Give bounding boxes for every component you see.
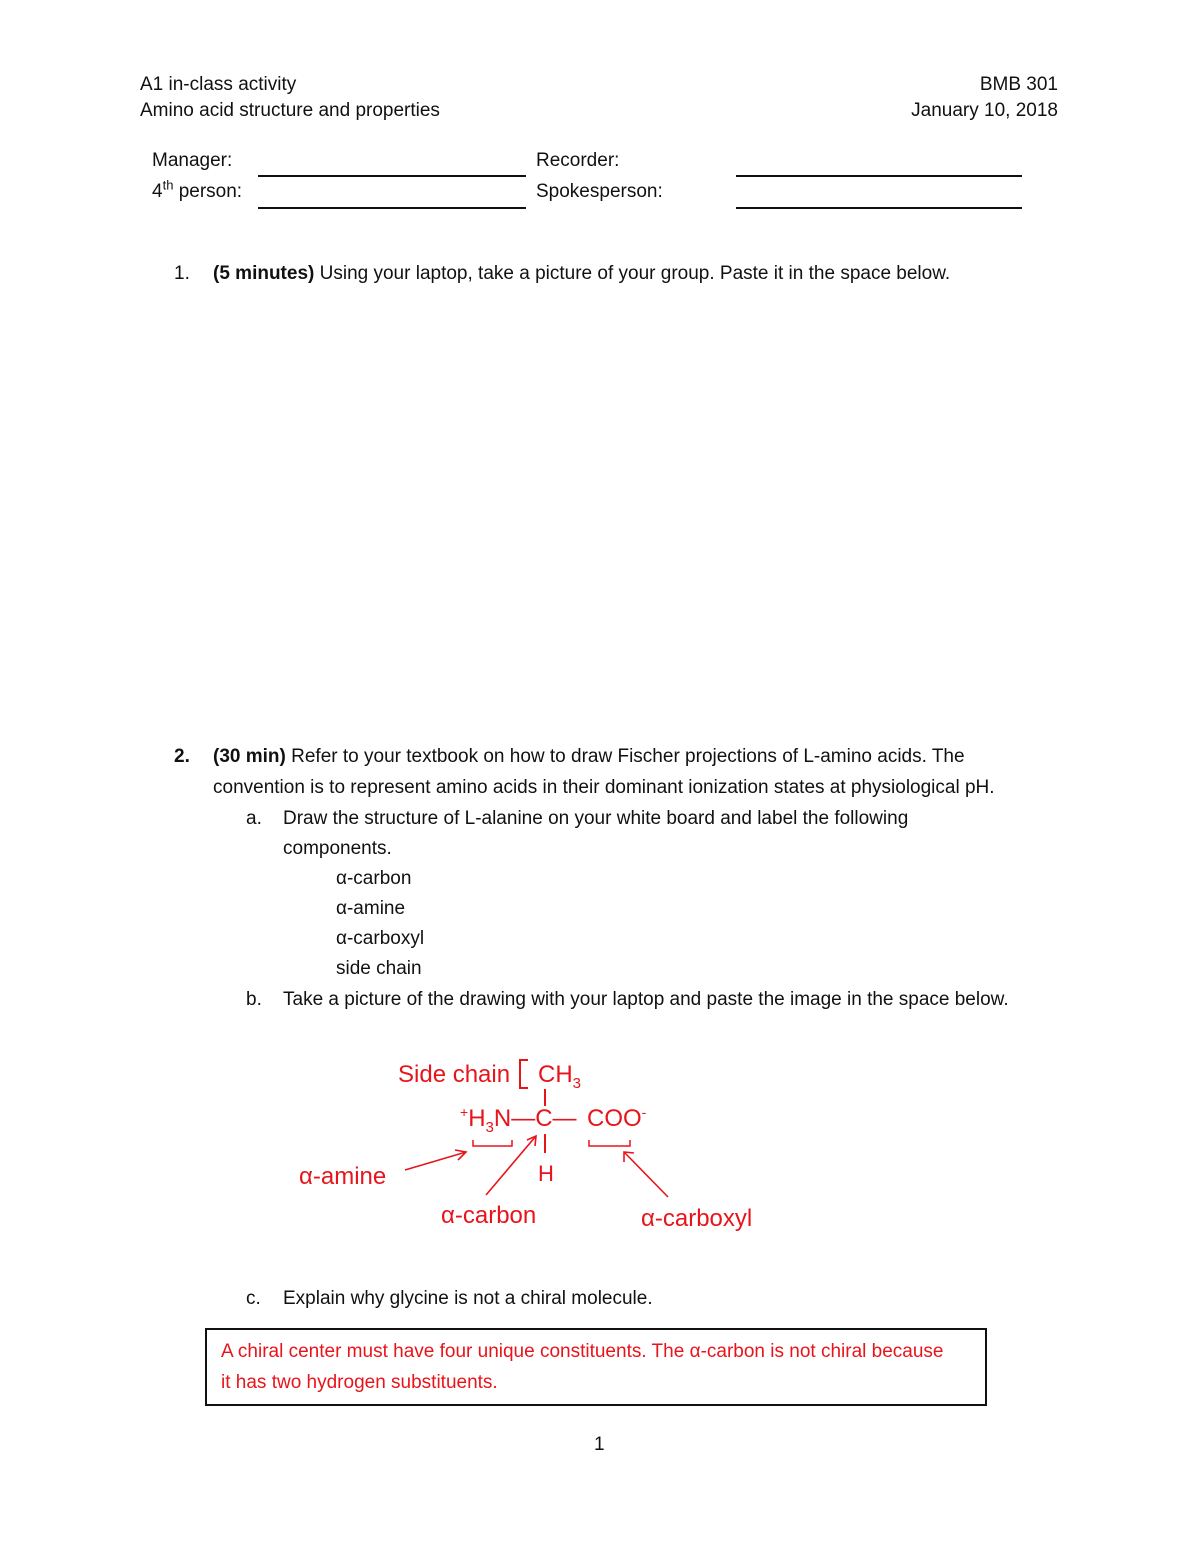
side-chain-bracket [520, 1060, 528, 1088]
alpha-carboxyl-label: α-carboxyl [641, 1205, 753, 1232]
q2a-label: a. [246, 808, 262, 829]
side-chain-label: Side chain [398, 1061, 511, 1088]
q2a-text-line-2: components. [283, 838, 392, 859]
q2a-text-line-1: Draw the structure of L-alanine on your white board and label the following [283, 808, 909, 829]
q2-number: 2. [174, 746, 190, 767]
alpha-amine-arrow [405, 1152, 466, 1170]
q2-text-line-1: (30 min) Refer to your textbook on how to draw Fischer projections of L-amino acids. The [213, 746, 965, 767]
amine-underbracket [473, 1140, 512, 1146]
component-alpha-carboxyl: α-carboxyl [336, 928, 425, 949]
topic-title: Amino acid structure and properties [140, 100, 440, 121]
component-alpha-amine: α-amine [336, 898, 406, 919]
q2b-label: b. [246, 989, 262, 1010]
answer-box [205, 1328, 987, 1406]
date: January 10, 2018 [911, 100, 1058, 121]
alpha-carboxyl-arrow [624, 1152, 668, 1197]
methyl-group: $CH_3$ [538, 1061, 582, 1092]
alpha-carbon-label: α-carbon [441, 1202, 537, 1229]
spokesperson-label: Spokesperson: [536, 181, 663, 202]
component-alpha-carbon: α-carbon [336, 868, 412, 889]
page-number: 1 [594, 1434, 605, 1455]
q1-number: 1. [174, 263, 190, 284]
component-side-chain: side chain [336, 958, 422, 979]
q2b-text: Take a picture of the drawing with your laptop and paste the image in the space below. [283, 989, 1009, 1010]
carboxyl-underbracket [589, 1140, 630, 1146]
alpha-amine-label: α-amine [299, 1163, 387, 1190]
fourth-person-label: 4th person: [152, 177, 243, 202]
answer-line-2: it has two hydrogen substituents. [221, 1372, 498, 1393]
manager-label: Manager: [152, 150, 233, 171]
bottom-hydrogen: H [538, 1161, 554, 1186]
q2c-label: c. [246, 1288, 261, 1309]
recorder-label: Recorder: [536, 150, 620, 171]
q1-text: (5 minutes) Using your laptop, take a picture of your group. Paste it in the space below. [213, 263, 951, 284]
alpha-carbon-arrow [486, 1136, 536, 1195]
amine-group: $^+H_3N—C—$ [460, 1104, 577, 1136]
course-code: BMB 301 [979, 74, 1058, 95]
carboxylate-group: COO- [587, 1104, 647, 1132]
answer-line-1: A chiral center must have four unique constituents. The α-carbon is not chiral because [221, 1341, 944, 1362]
q2c-text: Explain why glycine is not a chiral molecule. [283, 1288, 653, 1309]
q2-text-line-2: convention is to represent amino acids in their dominant ionization states at physiological pH. [213, 777, 995, 798]
activity-title: A1 in-class activity [140, 74, 297, 95]
